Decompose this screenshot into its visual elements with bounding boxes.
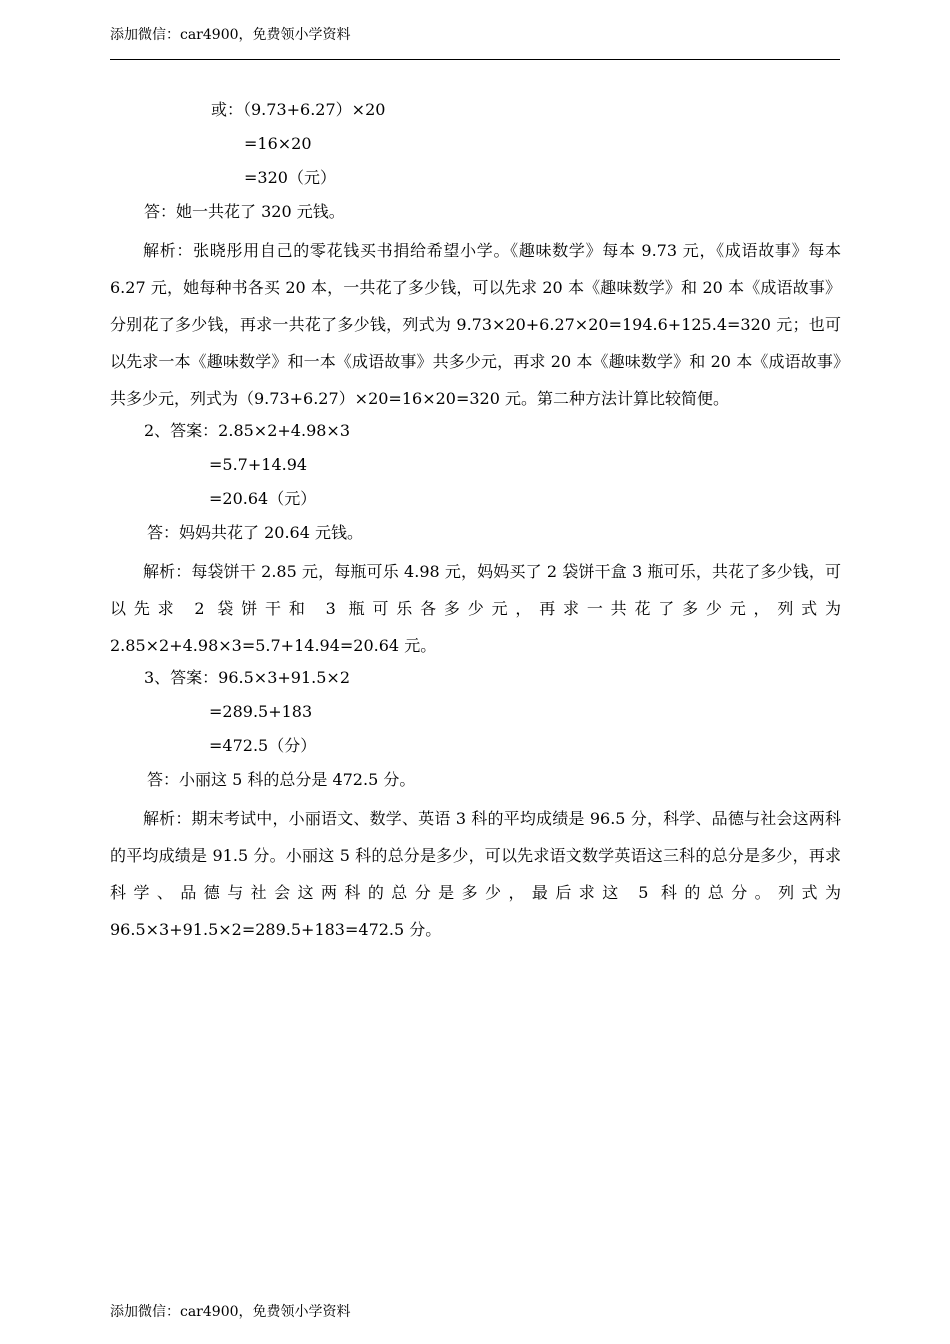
q1-answer: 答：她一共花了 320 元钱。: [144, 202, 345, 221]
q3-result: =472.5（分）: [209, 736, 317, 755]
q3-analysis: 解析：期末考试中，小丽语文、数学、英语 3 科的平均成绩是 96.5 分，科学、品德与社会这两科的平均成绩是 91.5 分。小丽这 5 科的总分是多少，可以先求语文数学英语这三科的总分是多少，再求科学、品德与社会这两科的总分是多少，最后求这 5 科的总分。列式为 96.5×3+91.5×2=289.5+183=472.5 分。: [110, 809, 841, 939]
q3-formula: 3、答案：96.5×3+91.5×2: [144, 668, 351, 687]
q1-alt-formula: 或：（9.73+6.27）×20: [211, 100, 386, 119]
q2-answer: 答：妈妈共花了 20.64 元钱。: [147, 523, 363, 542]
q3-answer: 答：小丽这 5 科的总分是 472.5 分。: [147, 770, 416, 789]
q2-formula: 2、答案：2.85×2+4.98×3: [144, 421, 351, 440]
q1-alt-step: =16×20: [244, 134, 312, 153]
q2-result: =20.64（元）: [209, 489, 317, 508]
q3-step: =289.5+183: [209, 702, 313, 721]
document-body: [110, 96, 841, 948]
page-header: 添加微信：car4900，免费领小学资料: [110, 27, 351, 43]
q2-analysis: 解析：每袋饼干 2.85 元，每瓶可乐 4.98 元，妈妈买了 2 袋饼干盒 3 瓶可乐，共花了多少钱，可以先求 2 袋饼干和 3 瓶可乐各多少元，再求一共花了多少元，列式为 2.85×2+4.98×3=5.7+14.94=20.64 元。: [110, 562, 841, 655]
q1-alt-result: =320（元）: [244, 168, 336, 187]
page-footer: 添加微信：car4900，免费领小学资料: [110, 1304, 351, 1320]
q1-analysis: 解析：张晓彤用自己的零花钱买书捐给希望小学。《趣味数学》每本 9.73 元，《成语故事》每本 6.27 元，她每种书各买 20 本，一共花了多少钱，可以先求 20 本《趣味数学》和 20 本《成语故事》分别花了多少钱，再求一共花了多少钱，列式为 9.73×20+6.27×20=194.6+125.4=320 元；也可以先求一本《趣味数学》和一本《成语故事》共多少元，再求 20 本《趣味数学》和 20 本《成语故事》共多少元，列式为（9.73+6.27）×20=16×20=320 元。第二种方法计算比较简便。: [110, 241, 841, 408]
q2-step: =5.7+14.94: [209, 455, 308, 474]
header-rule: [110, 59, 840, 60]
